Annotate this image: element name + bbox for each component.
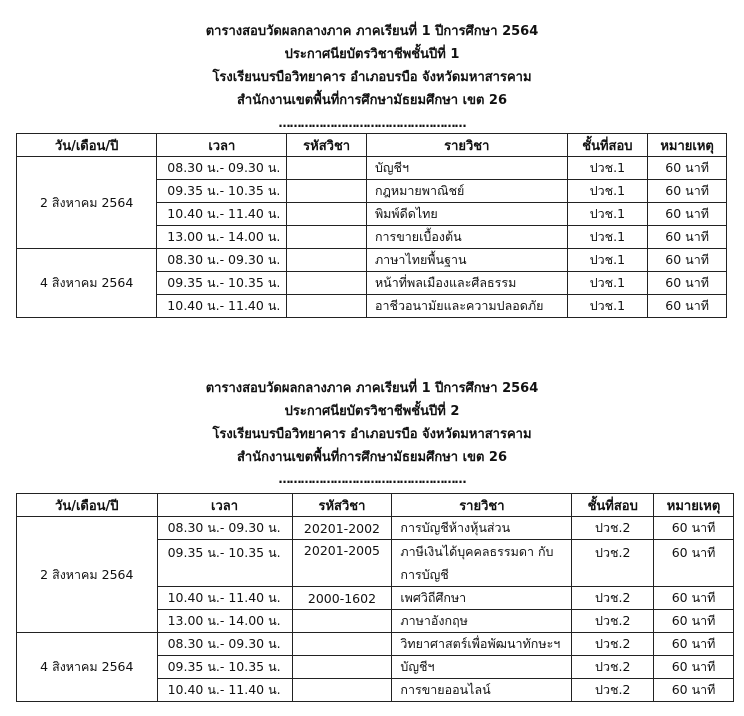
subject-code: [292, 610, 392, 633]
exam-note: 60 นาที: [654, 540, 734, 587]
exam-time: 09.35 น.- 10.35 น.: [157, 540, 292, 587]
col-code: รหัสวิชา: [287, 134, 367, 157]
exam-class: ปวช.1: [567, 203, 648, 226]
exam-time: 08.30 น.- 09.30 น.: [157, 249, 287, 272]
subject-name: บัญชีฯ: [366, 157, 567, 180]
col-date: วัน/เดือน/ปี: [17, 494, 158, 517]
exam-time: 10.40 น.- 11.40 น.: [157, 587, 292, 610]
subject-name: การขายเบื้องต้น: [366, 226, 567, 249]
subject-code: [287, 226, 367, 249]
subject-name: หน้าที่พลเมืองและศีลธรรม: [366, 272, 567, 295]
col-note: หมายเหตุ: [648, 134, 727, 157]
exam-time: 08.30 น.- 09.30 น.: [157, 633, 292, 656]
exam-time: 10.40 น.- 11.40 น.: [157, 679, 292, 702]
exam-time: 10.40 น.- 11.40 น.: [157, 295, 287, 318]
subject-code: 20201-2005: [292, 540, 392, 587]
col-date: วัน/เดือน/ปี: [17, 134, 157, 157]
header-office: สำนักงานเขตพื้นที่การศึกษามัธยมศึกษา เขต 26: [236, 450, 508, 465]
dotted-separator: ……………………………………………: [278, 116, 466, 130]
subject-name: ภาษาอังกฤษ: [392, 610, 572, 633]
exam-class: ปวช.1: [567, 180, 648, 203]
exam-note: 60 นาที: [648, 180, 727, 203]
table-row: [17, 517, 734, 540]
exam-date: 4 สิงหาคม 2564: [17, 249, 157, 318]
subject-name: ภาษาไทยพื้นฐาน: [366, 249, 567, 272]
subject-code: [287, 203, 367, 226]
exam-note: 60 นาที: [648, 226, 727, 249]
exam-note: 60 นาที: [648, 203, 727, 226]
exam-time: 08.30 น.- 09.30 น.: [157, 157, 287, 180]
exam-class: ปวช.1: [567, 226, 648, 249]
exam-time: 08.30 น.- 09.30 น.: [157, 517, 292, 540]
exam-table-1: [16, 133, 727, 318]
exam-note: 60 นาที: [654, 633, 734, 656]
exam-date: 2 สิงหาคม 2564: [17, 157, 157, 249]
subject-name: บัญชีฯ: [392, 656, 572, 679]
header-school: โรงเรียนบรบือวิทยาคาร อำเภอบรบือ จังหวัดมหาสารคาม: [212, 427, 532, 442]
exam-class: ปวช.1: [567, 157, 648, 180]
subject-code: 20201-2002: [292, 517, 392, 540]
exam-time: 09.35 น.- 10.35 น.: [157, 272, 287, 295]
exam-note: 60 นาที: [648, 157, 727, 180]
schedule-header-1: [0, 20, 744, 112]
exam-time: 10.40 น.- 11.40 น.: [157, 203, 287, 226]
exam-class: ปวช.2: [572, 587, 654, 610]
dotted-separator: ……………………………………………: [278, 472, 466, 486]
col-room: ชั้นที่สอบ: [572, 494, 654, 517]
subject-code: [292, 656, 392, 679]
subject-code: [292, 679, 392, 702]
subject-code: 2000-1602: [292, 587, 392, 610]
exam-time: 09.35 น.- 10.35 น.: [157, 180, 287, 203]
table-header-row: [17, 494, 734, 517]
header-level: ประกาศนียบัตรวิชาชีพชั้นปีที่ 1: [284, 47, 460, 62]
subject-name: วิทยาศาสตร์เพื่อพัฒนาทักษะฯ: [392, 633, 572, 656]
subject-name: กฎหมายพาณิชย์: [366, 180, 567, 203]
table-header-row: [17, 134, 727, 157]
subject-code: [292, 633, 392, 656]
table-row: [17, 249, 727, 272]
exam-note: 60 นาที: [648, 272, 727, 295]
col-time: เวลา: [157, 494, 292, 517]
exam-time: 13.00 น.- 14.00 น.: [157, 226, 287, 249]
header-title: ตารางสอบวัดผลกลางภาค ภาคเรียนที่ 1 ปีการศึกษา 2564: [205, 24, 539, 39]
exam-note: 60 นาที: [654, 517, 734, 540]
exam-table-2: [16, 493, 734, 702]
exam-time: 09.35 น.- 10.35 น.: [157, 656, 292, 679]
exam-note: 60 นาที: [654, 587, 734, 610]
subject-code: [287, 249, 367, 272]
subject-code: [287, 272, 367, 295]
table-row: [17, 157, 727, 180]
exam-class: ปวช.1: [567, 272, 648, 295]
subject-name: อาชีวอนามัยและความปลอดภัย: [366, 295, 567, 318]
exam-date: 4 สิงหาคม 2564: [17, 633, 158, 702]
subject-name: การขายออนไลน์: [392, 679, 572, 702]
col-subject: รายวิชา: [366, 134, 567, 157]
col-note: หมายเหตุ: [654, 494, 734, 517]
exam-note: 60 นาที: [654, 679, 734, 702]
col-code: รหัสวิชา: [292, 494, 392, 517]
subject-code: [287, 295, 367, 318]
subject-name: เพศวิถีศึกษา: [392, 587, 572, 610]
exam-note: 60 นาที: [654, 656, 734, 679]
exam-class: ปวช.2: [572, 656, 654, 679]
exam-time: 13.00 น.- 14.00 น.: [157, 610, 292, 633]
exam-note: 60 นาที: [648, 249, 727, 272]
exam-note: 60 นาที: [648, 295, 727, 318]
exam-class: ปวช.2: [572, 633, 654, 656]
col-time: เวลา: [157, 134, 287, 157]
subject-name: พิมพ์ดีดไทย: [366, 203, 567, 226]
header-level: ประกาศนียบัตรวิชาชีพชั้นปีที่ 2: [284, 404, 460, 419]
exam-note: 60 นาที: [654, 610, 734, 633]
exam-class: ปวช.1: [567, 295, 648, 318]
exam-class: ปวช.2: [572, 610, 654, 633]
col-subject: รายวิชา: [392, 494, 572, 517]
subject-name: การบัญชีห้างหุ้นส่วน: [392, 517, 572, 540]
subject-code: [287, 157, 367, 180]
exam-class: ปวช.2: [572, 540, 654, 587]
header-office: สำนักงานเขตพื้นที่การศึกษามัธยมศึกษา เขต 26: [236, 93, 508, 108]
subject-name: ภาษีเงินได้บุคคลธรรมดา กับการบัญชี: [392, 540, 572, 587]
header-school: โรงเรียนบรบือวิทยาคาร อำเภอบรบือ จังหวัดมหาสารคาม: [212, 70, 532, 85]
exam-class: ปวช.2: [572, 679, 654, 702]
exam-date: 2 สิงหาคม 2564: [17, 517, 158, 633]
exam-class: ปวช.1: [567, 249, 648, 272]
subject-code: [287, 180, 367, 203]
table-row: [17, 633, 734, 656]
exam-class: ปวช.2: [572, 517, 654, 540]
schedule-header-2: [0, 377, 744, 469]
col-room: ชั้นที่สอบ: [567, 134, 648, 157]
header-title: ตารางสอบวัดผลกลางภาค ภาคเรียนที่ 1 ปีการศึกษา 2564: [205, 381, 539, 396]
